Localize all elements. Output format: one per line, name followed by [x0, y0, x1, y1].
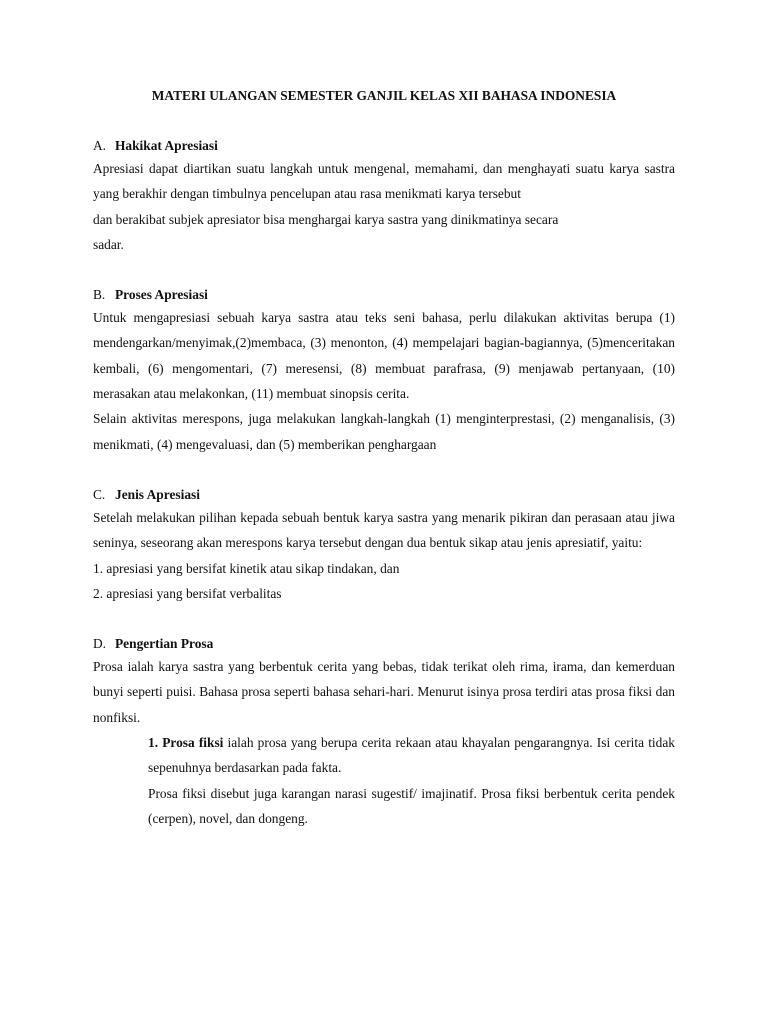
- document-title: MATERI ULANGAN SEMESTER GANJIL KELAS XII BAHASA INDONESIA: [151, 88, 617, 103]
- term-definition: ialah prosa yang berupa cerita rekaan atau khayalan pengarangnya. Isi cerita tidak sepenuhnya berdasarkan pada fakta.: [148, 735, 675, 776]
- section-hakikat-apresiasi: [93, 136, 675, 257]
- section-letter: C.: [93, 486, 106, 502]
- document-page: [93, 86, 675, 831]
- paragraph: Prosa ialah karya sastra yang berbentuk cerita yang bebas, tidak terikat oleh rima, irama, dan kemerduan bunyi seperti puisi. Bahasa prosa seperti bahasa sehari-hari. Menurut isinya prosa terdiri atas prosa fiksi dan nonfiksi.: [93, 659, 675, 725]
- section-heading: [93, 634, 675, 654]
- paragraph: [148, 730, 675, 781]
- section-heading-text: Proses Apresiasi: [115, 287, 208, 303]
- section-heading-text: Hakikat Apresiasi: [115, 138, 218, 153]
- section-heading: [93, 136, 675, 156]
- term-prosa-fiksi: 1. Prosa fiksi: [148, 735, 224, 751]
- section-heading: [93, 285, 675, 305]
- section-letter: A.: [93, 138, 107, 153]
- paragraph: Untuk mengapresiasi sebuah karya sastra atau teks seni bahasa, perlu dilakukan aktivitas berupa (1) mendengarkan/menyimak,(2)membaca, (3) menonton, (4) mempelajari bagian-bagiannya, (5)menceritakan kembali, (6) mengomentari, (7) meresensi, (8) membuat parafrasa, (9) menjawab pertanyaan, (10) merasakan atau melakonkan, (11) membuat sinopsis cerita.: [93, 310, 675, 402]
- subsection-prosa-fiksi: [148, 730, 675, 831]
- paragraph: dan berakibat subjek apresiator bisa menghargai karya sastra yang dinikmatinya secara: [93, 211, 559, 227]
- section-letter: B.: [93, 287, 106, 303]
- section-proses-apresiasi: [93, 285, 675, 457]
- paragraph: sadar.: [93, 236, 124, 252]
- section-heading-text: Pengertian Prosa: [115, 636, 214, 652]
- paragraph: Apresiasi dapat diartikan suatu langkah untuk mengenal, memahami, dan menghayati suatu karya sastra yang berakhir dengan timbulnya pencelupan atau rasa menikmati karya tersebut: [93, 161, 675, 202]
- paragraph: Selain aktivitas merespons, juga melakukan langkah-langkah (1) menginterprestasi, (2) menganalisis, (3) menikmati, (4) mengevaluasi, dan (5) memberikan penghargaan: [93, 411, 675, 452]
- section-letter: D.: [93, 636, 107, 652]
- section-pengertian-prosa: [93, 634, 675, 831]
- section-heading: [93, 485, 675, 505]
- section-heading-text: Jenis Apresiasi: [115, 486, 200, 502]
- paragraph: Setelah melakukan pilihan kepada sebuah bentuk karya sastra yang menarik pikiran dan perasaan atau jiwa seninya, seseorang akan merespons karya tersebut dengan dua bentuk sikap atau jenis apresiatif, yaitu:: [93, 509, 675, 551]
- paragraph: Prosa fiksi disebut juga karangan narasi sugestif/ imajinatif. Prosa fiksi berbentuk cerita pendek (cerpen), novel, dan dongeng.: [148, 785, 675, 826]
- section-jenis-apresiasi: [93, 485, 675, 606]
- list-item: 2. apresiasi yang bersifat verbalitas: [93, 585, 282, 601]
- list-item: 1. apresiasi yang bersifat kinetik atau sikap tindakan, dan: [93, 560, 400, 576]
